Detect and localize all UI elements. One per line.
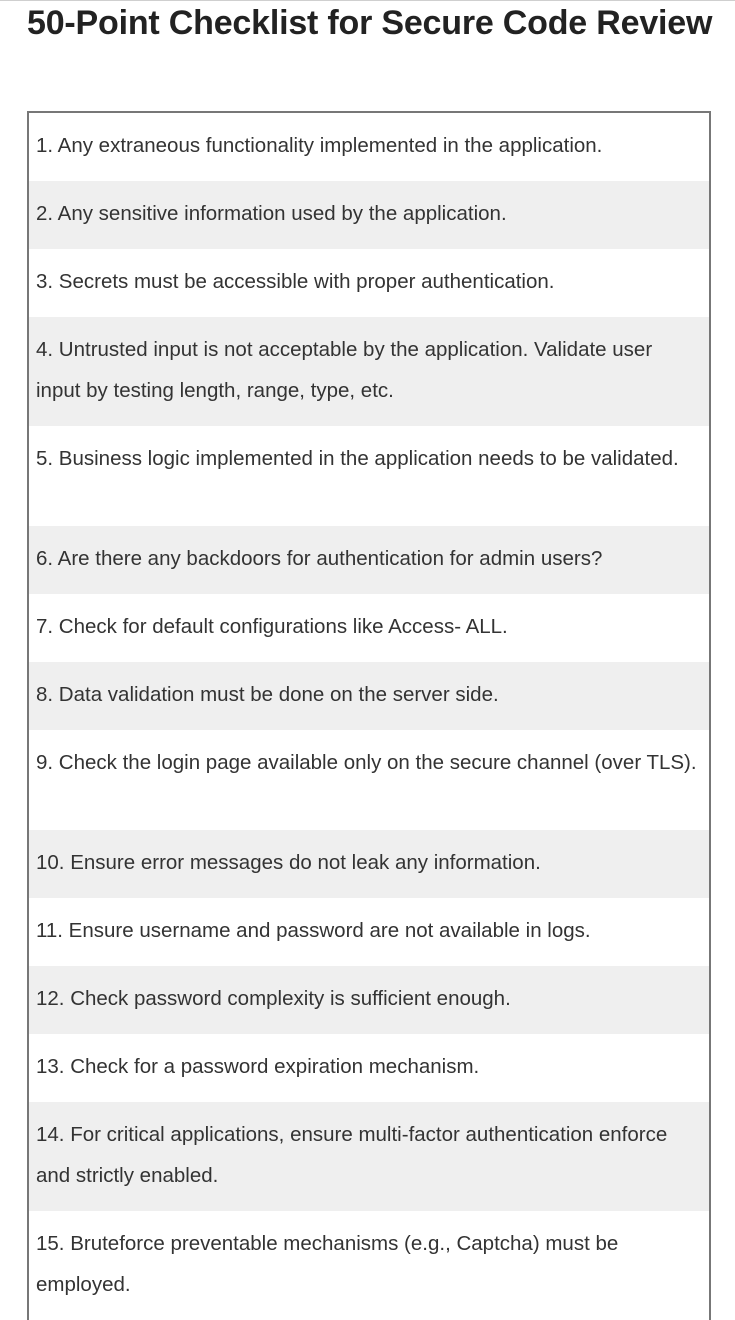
checklist-item: 4. Untrusted input is not acceptable by the application. Validate user input by testing length, range, type, etc. [29,317,709,426]
checklist-table [27,111,711,1320]
checklist-item: 12. Check password complexity is sufficient enough. [29,966,709,1034]
checklist-item: 2. Any sensitive information used by the application. [29,181,709,249]
checklist-item: 8. Data validation must be done on the server side. [29,662,709,730]
checklist-item: 10. Ensure error messages do not leak any information. [29,830,709,898]
checklist-item: 6. Are there any backdoors for authentication for admin users? [29,526,709,594]
checklist-item: 13. Check for a password expiration mechanism. [29,1034,709,1102]
checklist-item: 7. Check for default configurations like Access- ALL. [29,594,709,662]
checklist-item: 1. Any extraneous functionality implemented in the application. [29,113,709,181]
checklist-item: 3. Secrets must be accessible with proper authentication. [29,249,709,317]
checklist-item: 15. Bruteforce preventable mechanisms (e.g., Captcha) must be employed. [29,1211,709,1320]
page-title: 50-Point Checklist for Secure Code Review [27,4,713,42]
checklist-item: 9. Check the login page available only on the secure channel (over TLS). [29,730,709,830]
checklist-item: 11. Ensure username and password are not available in logs. [29,898,709,966]
checklist-item: 14. For critical applications, ensure multi-factor authentication enforce and strictly enabled. [29,1102,709,1211]
checklist-item: 5. Business logic implemented in the application needs to be validated. [29,426,709,526]
